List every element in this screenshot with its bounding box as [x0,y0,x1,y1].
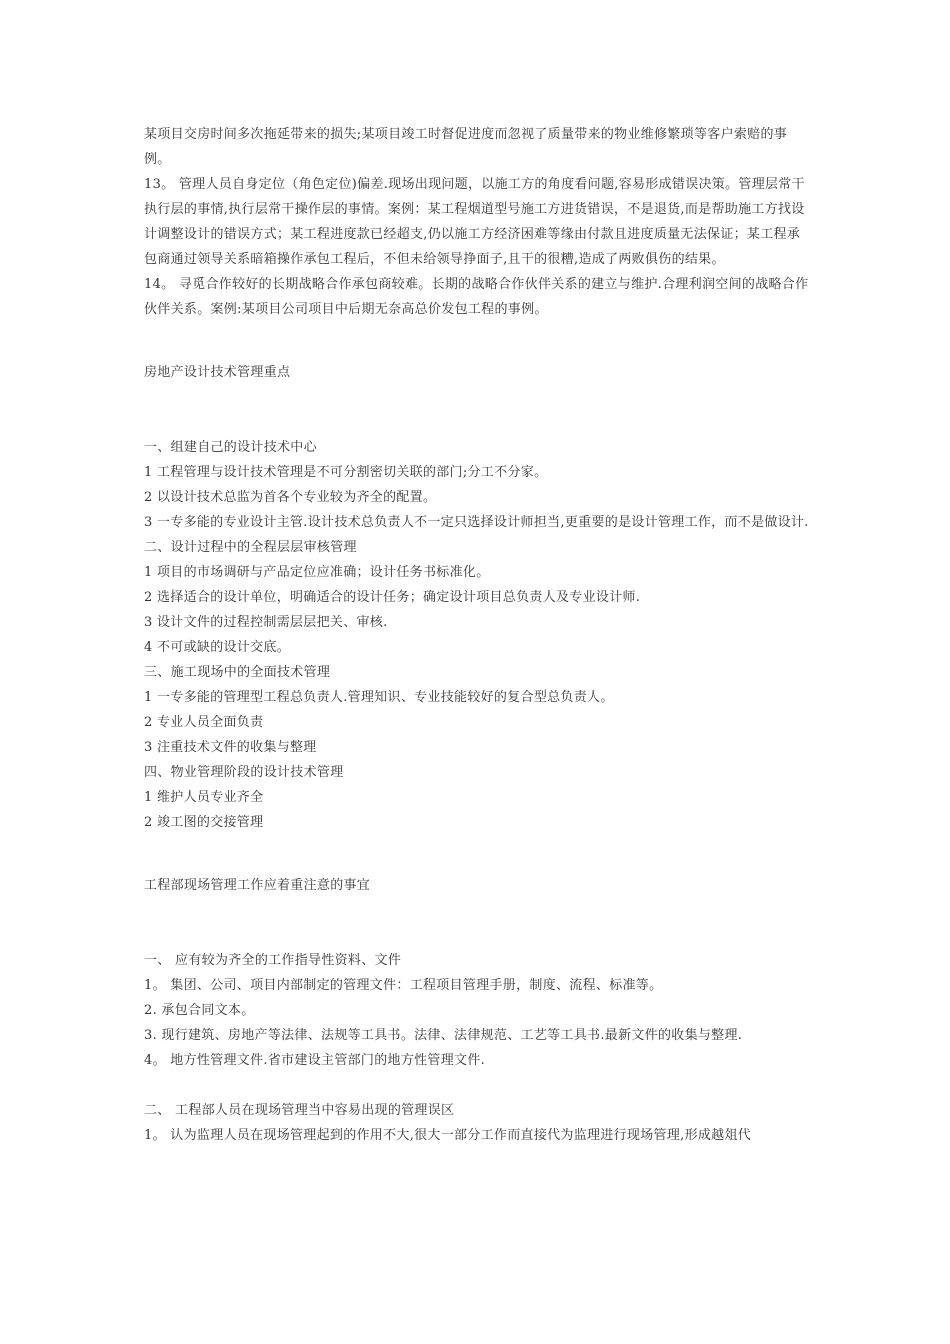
list-item: 4 不可或缺的设计交底。 [144,640,291,655]
document-page [144,122,809,1148]
list-item: 2 选择适合的设计单位，明确适合的设计任务；确定设计项目总负责人及专业设计师. [144,590,641,605]
paragraph: 某项目交房时间多次拖延带来的损失;某项目竣工时督促进度而忽视了质量带来的物业维修繁琐等客户索赔的事例。 [144,127,788,167]
list-item: 3 设计文件的过程控制需层层把关、审核. [144,615,388,630]
list-item: 2 专业人员全面负责 [144,715,264,730]
list-item: 1 一专多能的管理型工程总负责人.管理知识、专业技能较好的复合型总负责人。 [144,690,614,705]
heading-1: 一、 应有较为齐全的工作指导性资料、文件 [144,953,402,968]
site-section-group-2 [144,1098,809,1148]
list-item: 2 竣工图的交接管理 [144,815,264,830]
list-item: 4。 地方性管理文件.省市建设主管部门的地方性管理文件. [144,1053,486,1068]
design-section-list [144,435,809,835]
heading-2: 二、 工程部人员在现场管理当中容易出现的管理误区 [144,1103,455,1118]
list-item: 1 维护人员专业齐全 [144,790,264,805]
list-item: 1。 认为监理人员在现场管理起到的作用不大,很大一部分工作而直接代为监理进行现场管理,形成越俎代 [144,1128,752,1143]
section-title-site: 工程部现场管理工作应着重注意的事宜 [144,878,371,893]
intro-block [144,122,809,322]
heading-2: 二、设计过程中的全程层层审核管理 [144,540,357,555]
site-section-group-1 [144,948,809,1073]
section-title-design: 房地产设计技术管理重点 [144,365,291,380]
list-item: 3 注重技术文件的收集与整理 [144,740,317,755]
heading-4: 四、物业管理阶段的设计技术管理 [144,765,344,780]
heading-1: 一、组建自己的设计技术中心 [144,440,317,455]
list-item: 1。 集团、公司、项目内部制定的管理文件：工程项目管理手册，制度、流程、标准等。 [144,978,663,993]
list-item: 3 一专多能的专业设计主管.设计技术总负责人不一定只选择设计师担当,更重要的是设计管理工作，而不是做设计. [144,515,809,530]
heading-3: 三、施工现场中的全面技术管理 [144,665,331,680]
list-item: 2. 承包合同文本。 [144,1003,255,1018]
list-item: 1 项目的市场调研与产品定位应准确；设计任务书标准化。 [144,565,490,580]
paragraph-item-13: 13。 管理人员自身定位（角色定位)偏差.现场出现问题，以施工方的角度看问题,容易形成错误决策。管理层常干执行层的事情,执行层常干操作层的事情。案例：某工程烟道型号施工方进货错误，不是退货,而是帮助施工方找设计调整设计的错误方式；某工程进度款已经超支,仍以施工方经济困难等缘由付款且进度质量无法保证；某工程承包商通过领导关系暗箱操作承包工程后，不但未给领导挣面子,且干的很糟,造成了两败俱伤的结果。 [144,177,805,267]
list-item: 1 工程管理与设计技术管理是不可分割密切关联的部门;分工不分家。 [144,465,548,480]
list-item: 2 以设计技术总监为首各个专业较为齐全的配置。 [144,490,437,505]
paragraph-item-14: 14。 寻觅合作较好的长期战略合作承包商较难。长期的战略合作伙伴关系的建立与维护.合理利润空间的战略合作伙伴关系。案例:某项目公司项目中后期无奈高总价发包工程的事例。 [144,277,809,317]
list-item: 3. 现行建筑、房地产等法律、法规等工具书。法律、法律规范、工艺等工具书.最新文件的收集与整理. [144,1028,743,1043]
